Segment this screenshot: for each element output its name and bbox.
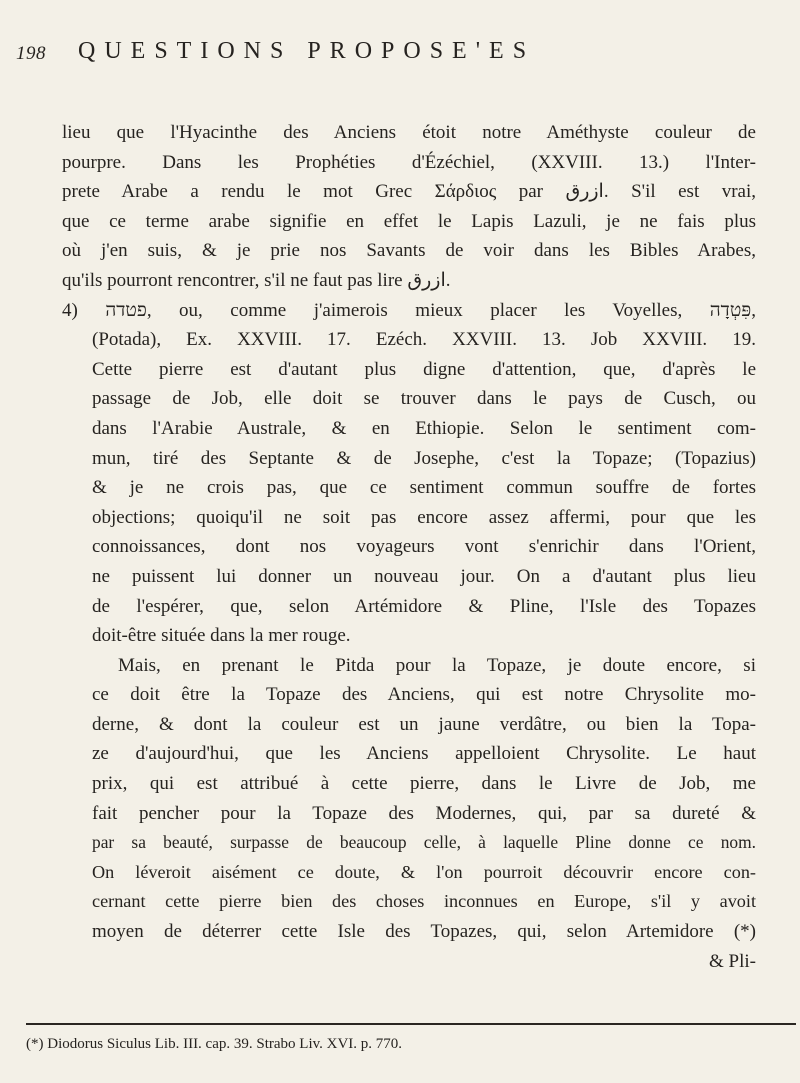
text-line: derne, & dont la couleur est un jaune verdâtre, ou bien la Topa- — [92, 713, 756, 735]
text-line: doit-être située dans la mer rouge. — [92, 625, 351, 647]
text-line: que ce terme arabe signifie en effet le Lapis Lazuli, je ne fais plus — [62, 210, 756, 232]
text-line: qu'ils pourront rencontrer, s'il ne faut pas lire ازرق. — [62, 269, 451, 291]
text-line: & Pli- — [709, 950, 756, 972]
footnote-rule — [26, 1023, 796, 1025]
text-line: mun, tiré des Septante & de Josephe, c'est la Topaze; (Topazius) — [92, 447, 756, 469]
text-line: 4) פטדה, ou, comme j'aimerois mieux placer les Voyelles, פִּטְדָה, — [62, 299, 756, 321]
text-line: cernant cette pierre bien des choses inconnues en Europe, s'il y avoit — [92, 891, 756, 912]
running-title: QUESTIONS PROPOSE'ES — [78, 38, 536, 64]
text-line: On léveroit aisément ce doute, & l'on pourroit découvrir encore con- — [92, 861, 756, 882]
text-line: dans l'Arabie Australe, & en Ethiopie. Selon le sentiment com- — [92, 417, 756, 439]
footnote: (*) Diodorus Siculus Lib. III. cap. 39. Strabo Liv. XVI. p. 770. — [26, 1036, 403, 1052]
text-line: lieu que l'Hyacinthe des Anciens étoit notre Améthyste couleur de — [62, 122, 756, 143]
text-line: ce doit être la Topaze des Anciens, qui est notre Chrysolite mo- — [92, 684, 756, 706]
text-line: de l'espérer, que, selon Artémidore & Pline, l'Isle des Topazes — [92, 595, 756, 617]
text-line: pourpre. Dans les Prophéties d'Ézéchiel, (XXVIII. 13.) l'Inter- — [62, 151, 756, 173]
text-line: & je ne crois pas, que ce sentiment commun souffre de fortes — [92, 477, 756, 499]
text-line: (Potada), Ex. XXVIII. 17. Ezéch. XXVIII. 13. Job XXVIII. 19. — [92, 329, 756, 351]
text-line: par sa beauté, surpasse de beaucoup celle, à laquelle Pline donne ce nom. — [92, 832, 756, 853]
text-line: Mais, en prenant le Pitda pour la Topaze, je doute encore, si — [118, 654, 756, 676]
text-line: ze d'aujourd'hui, que les Anciens appelloient Chrysolite. Le haut — [92, 743, 756, 765]
page-number: 198 — [16, 43, 46, 64]
text-line: prix, qui est attribué à cette pierre, dans le Livre de Job, me — [92, 773, 756, 795]
text-line: fait pencher pour la Topaze des Modernes, qui, par sa dureté & — [92, 802, 756, 824]
text-line: connoissances, dont nos voyageurs vont s'enrichir dans l'Orient, — [92, 536, 756, 558]
text-line: objections; quoiqu'il ne soit pas encore assez affermi, pour que les — [92, 506, 756, 528]
text-line: prete Arabe a rendu le mot Grec Σάρδιος par ازرق. S'il est vrai, — [62, 181, 757, 203]
text-line: où j'en suis, & je prie nos Savants de voir dans les Bibles Arabes, — [62, 240, 756, 262]
text-line: moyen de déterrer cette Isle des Topazes, qui, selon Artemidore (*) — [92, 921, 756, 943]
text-line: Cette pierre est d'autant plus digne d'attention, que, d'après le — [92, 358, 756, 380]
text-line: passage de Job, elle doit se trouver dans le pays de Cusch, ou — [92, 388, 756, 410]
body-text — [62, 118, 756, 976]
text-line: ne puissent lui donner un nouveau jour. On a d'autant plus lieu — [92, 565, 756, 587]
